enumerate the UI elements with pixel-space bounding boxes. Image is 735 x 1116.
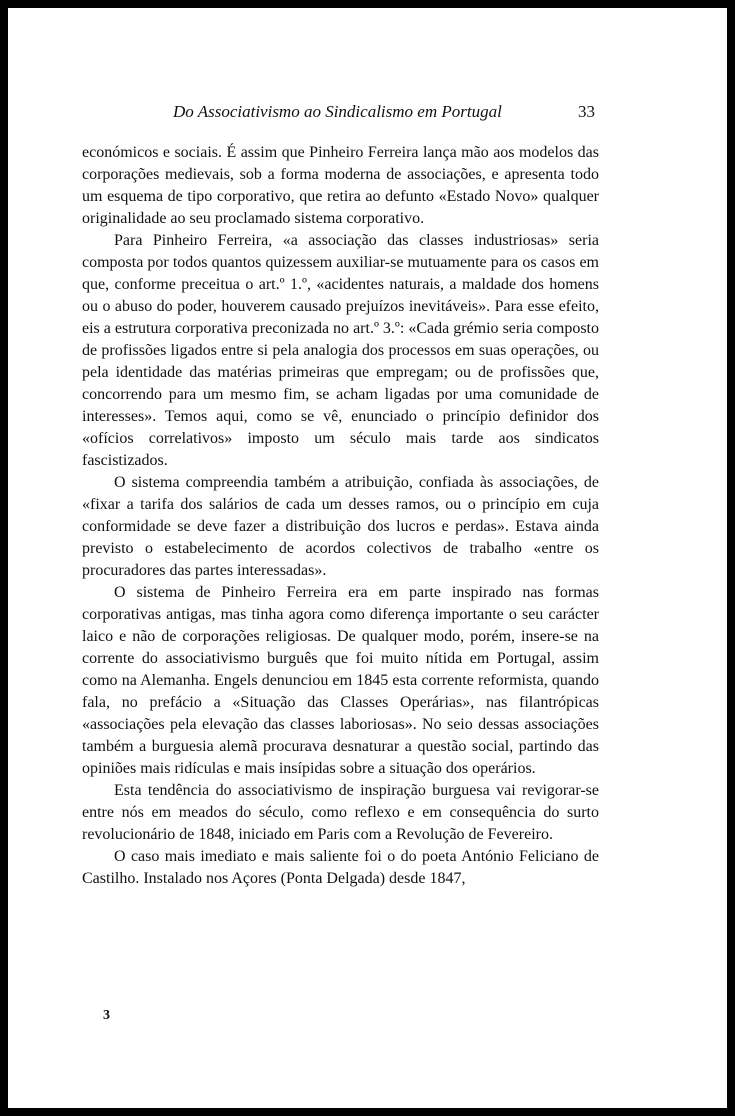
book-page xyxy=(8,8,727,1108)
paragraph: O caso mais imediato e mais saliente foi o do poeta António Feliciano de Castilho. Instalado nos Açores (Ponta Delgada) desde 1847, xyxy=(82,848,599,887)
paragraph: económicos e sociais. É assim que Pinheiro Ferreira lança mão aos modelos das corporações medievais, sob a forma moderna de associações, e apresenta todo um esquema de tipo corporativo, que retira ao defunto «Estado Novo» qualquer originalidade ao seu proclamado sistema corporativo. xyxy=(82,144,599,227)
paragraph: Esta tendência do associativismo de inspiração burguesa vai revigorar-se entre nós em meados do século, como reflexo e em consequência do surto revolucionário de 1848, iniciado em Paris com a Revolução de Fevereiro. xyxy=(82,782,599,843)
paragraph: O sistema compreendia também a atribuição, confiada às associações, de «fixar a tarifa dos salários de cada um desses ramos, ou o princípio em cuja conformidade se deve fazer a distribuição dos lucros e perdas». Estava ainda previsto o estabelecimento de acordos colectivos de trabalho «entre os procuradores das partes interessadas». xyxy=(82,474,599,579)
body-text xyxy=(82,142,599,890)
signature-mark: 3 xyxy=(103,1008,110,1023)
paragraph: Para Pinheiro Ferreira, «a associação das classes industriosas» seria composta por todos quantos quizessem auxiliar-se mutuamente para os casos em que, conforme preceitua o art.º 1.º, «acidentes naturais, a maldade dos homens ou o abuso do poder, houverem causado prejuízos inevitáveis». Para esse efeito, eis a estrutura corporativa preconizada no art.º 3.º: «Cada grémio seria composto de profissões ligados entre si pela analogia dos processos em suas operações, ou pela identidade das matérias primeiras que empregam; ou de profissões que, concorrendo para um mesmo fim, se acham ligadas por uma comunidade de interesses». Temos aqui, como se vê, enunciado o princípio definidor dos «ofícios correlativos» imposto um século mais tarde aos sindicatos fascistizados. xyxy=(82,232,599,469)
page-number: 33 xyxy=(578,102,595,121)
running-title: Do Associativismo ao Sindicalismo em Portugal xyxy=(173,102,502,121)
paragraph: O sistema de Pinheiro Ferreira era em parte inspirado nas formas corporativas antigas, mas tinha agora como diferença importante o seu carácter laico e não de corporações religiosas. De qualquer modo, porém, insere-se na corrente do associativismo burguês que foi muito nítida em Portugal, assim como na Alemanha. Engels denunciou em 1845 esta corrente reformista, quando fala, no prefácio a «Situação das Classes Operárias», nas filantrópicas «associações pela elevação das classes laboriosas». No seio dessas associações também a burguesia alemã procurava desnaturar a questão social, partindo das opiniões mais ridículas e mais insípidas sobre a situação dos operários. xyxy=(82,584,599,777)
